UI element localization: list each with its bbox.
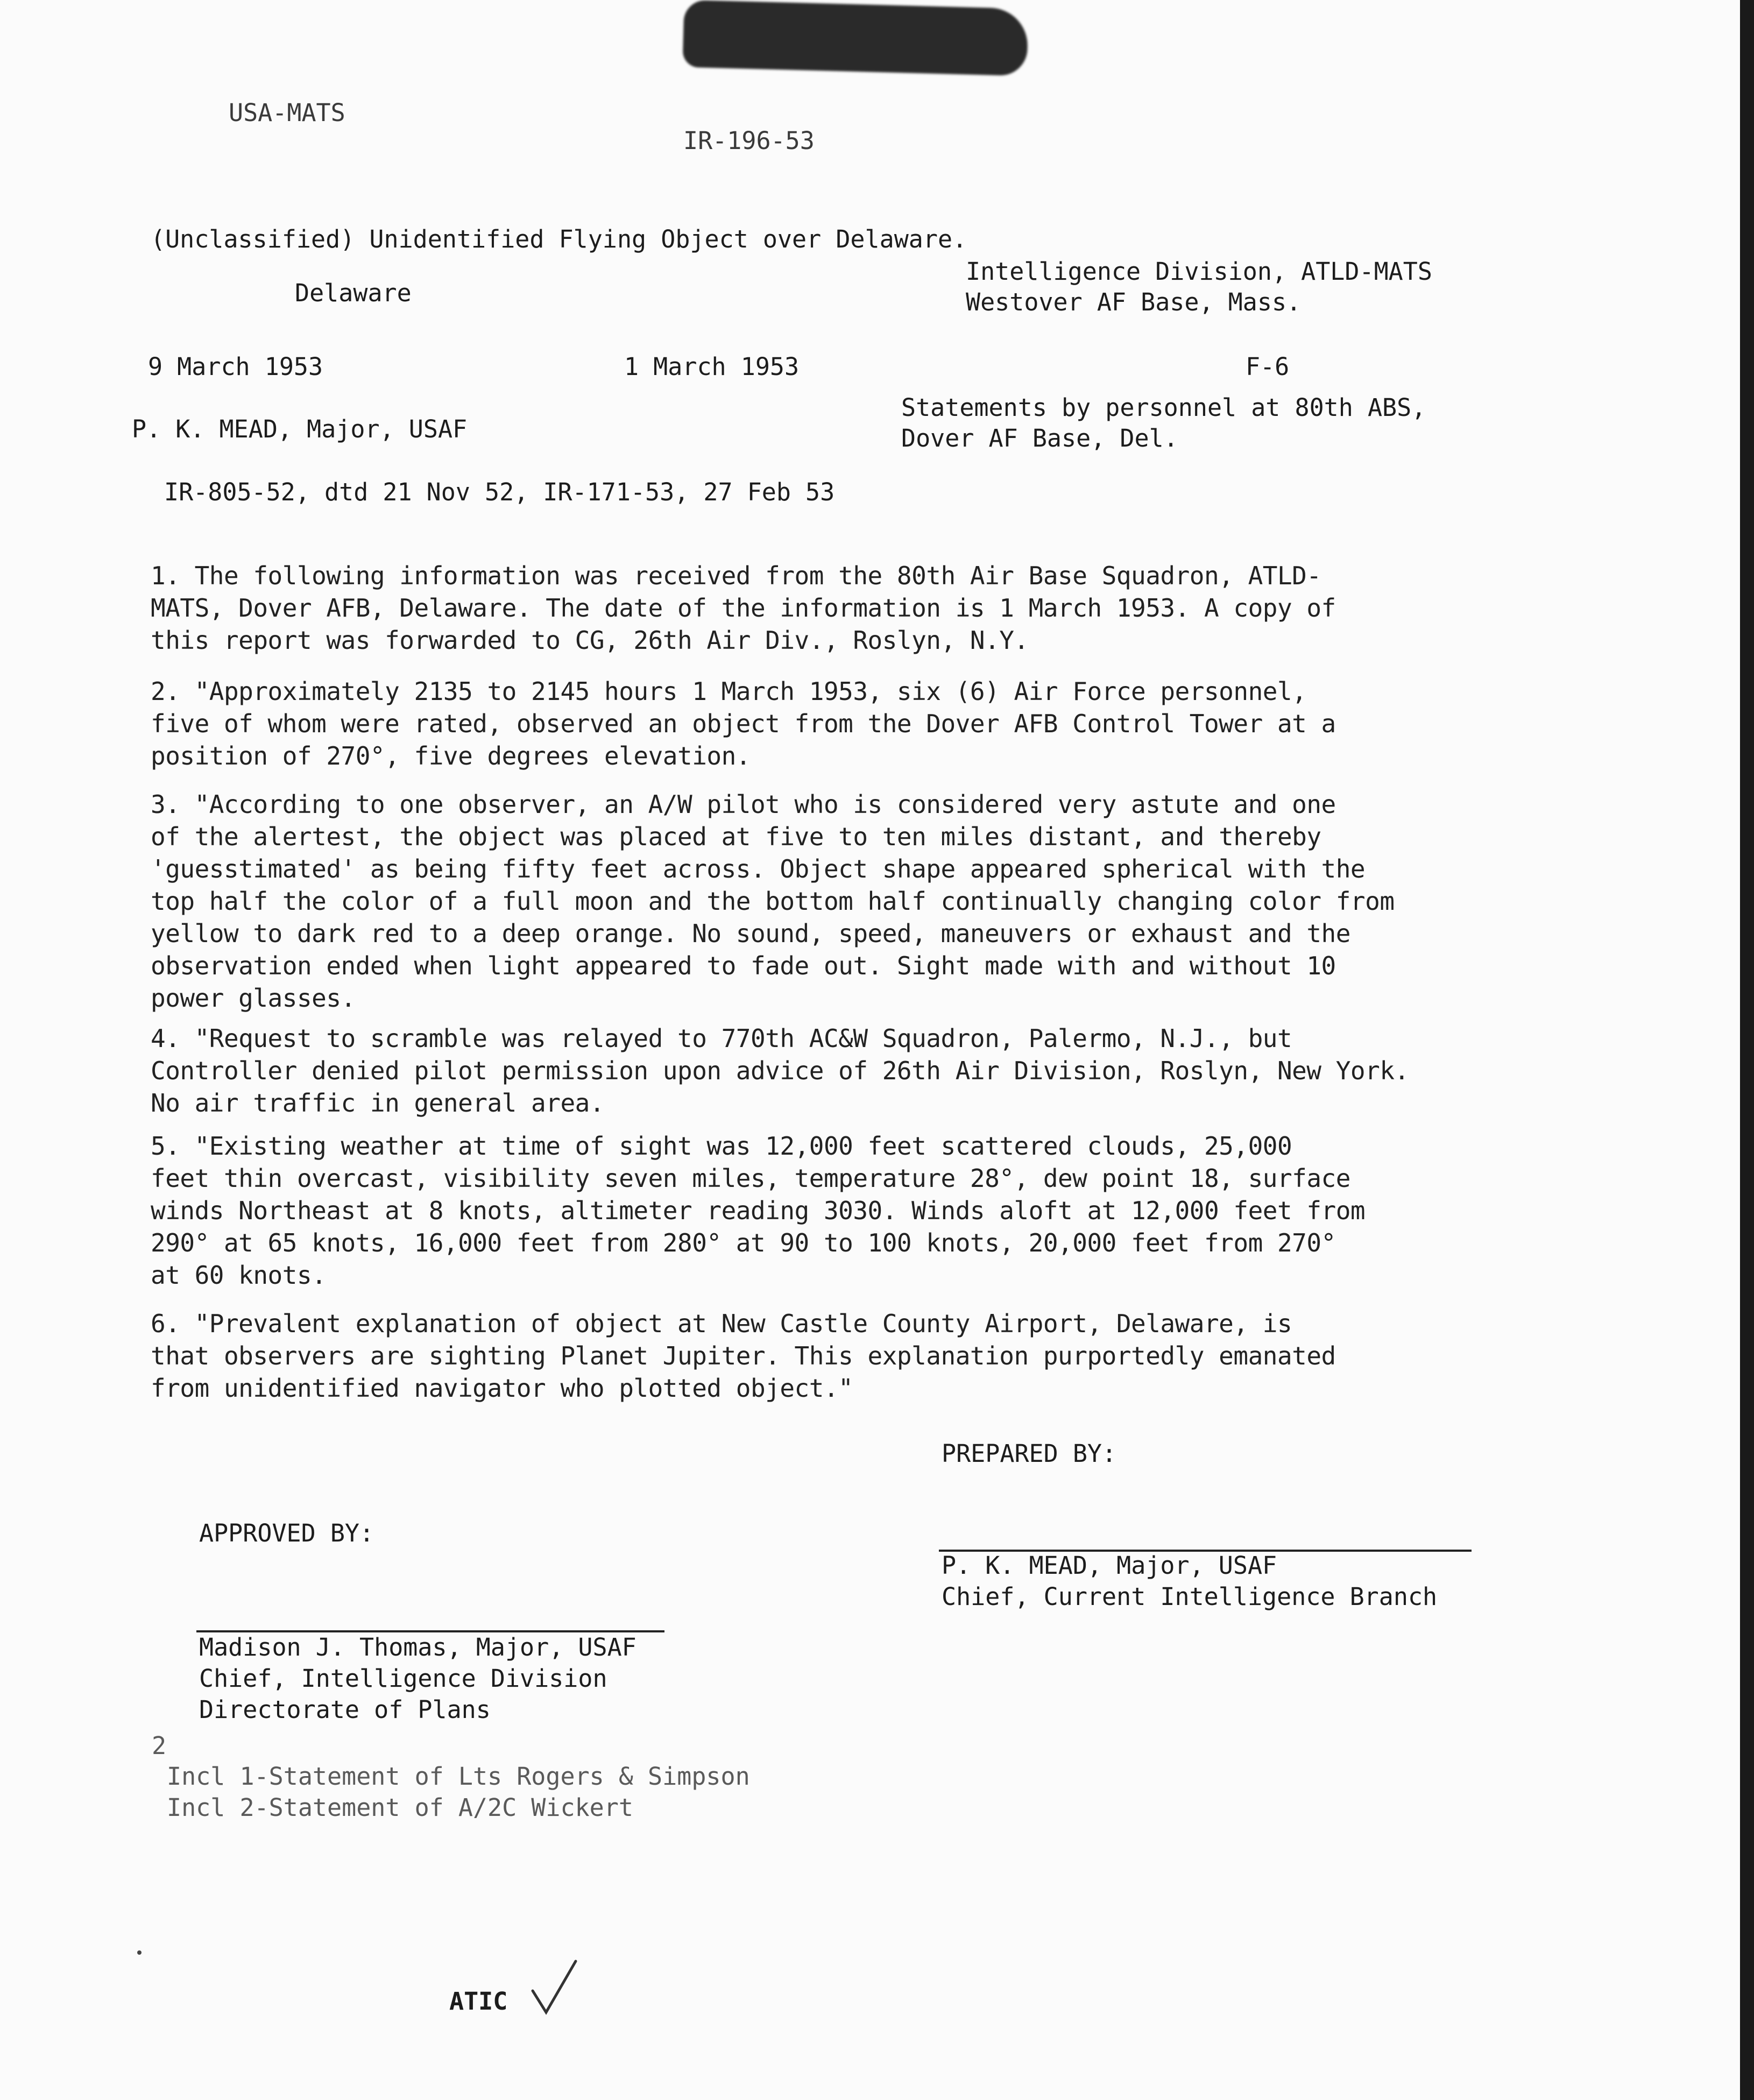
from-line-1: Intelligence Division, ATLD-MATS	[966, 257, 1432, 286]
approved-title-2: Directorate of Plans	[199, 1695, 491, 1724]
prepared-by-header: P. K. MEAD, Major, USAF	[132, 415, 468, 443]
source-line-1: Statements by personnel at 80th ABS,	[901, 393, 1426, 422]
paragraph-1: 1. The following information was received from the 80th Air Base Squadron, ATLD- MATS, Dover AFB, Delaware. The date of the information is 1 March 1953. A copy of this report was forwarded to CG, 26th Air Div., Roslyn, N.Y.	[151, 561, 1336, 655]
distribution: ATIC	[449, 1987, 508, 2016]
approved-title-1: Chief, Intelligence Division	[199, 1664, 607, 1693]
prepared-name: P. K. MEAD, Major, USAF	[942, 1551, 1277, 1580]
approved-name: Madison J. Thomas, Major, USAF	[199, 1633, 636, 1661]
from-line-2: Westover AF Base, Mass.	[966, 288, 1302, 316]
references: IR-805-52, dtd 21 Nov 52, IR-171-53, 27 Feb 53	[164, 478, 835, 506]
subject: (Unclassified) Unidentified Flying Object over Delaware.	[151, 225, 967, 253]
prepared-title: Chief, Current Intelligence Branch	[942, 1582, 1438, 1611]
paragraph-2: 2. "Approximately 2135 to 2145 hours 1 March 1953, six (6) Air Force personnel, five of whom were rated, observed an object from the Dover AFB Control Tower at a position of 270°, five degrees elevation.	[151, 677, 1336, 770]
scan-edge	[1740, 0, 1754, 2100]
paragraph-4: 4. "Request to scramble was relayed to 770th AC&W Squadron, Palermo, N.J., but Controller denied pilot permission upon advice of 26th Air Division, Roslyn, New York. No air traffic in general area.	[151, 1024, 1409, 1118]
paragraph-5: 5. "Existing weather at time of sight was 12,000 feet scattered clouds, 25,000 feet thin overcast, visibility seven miles, temperature 28°, dew point 18, surface winds Northeast at 8 knots, altimeter reading 3030. Winds aloft at 12,000 feet from 290° at 65 knots, 16,000 feet from 280° at 90 to 100 knots, 20,000 feet from 270° at 60 knots.	[151, 1132, 1366, 1290]
agency: USA-MATS	[229, 98, 345, 127]
paragraph-6: 6. "Prevalent explanation of object at New Castle County Airport, Delaware, is that observers are sighting Planet Jupiter. This explanation purportedly emanated from unidentified navigator who plotted object."	[151, 1309, 1336, 1403]
report-date: 9 March 1953	[148, 352, 323, 381]
checkmark-icon	[530, 1958, 578, 2018]
info-date: 1 March 1953	[624, 352, 800, 381]
redaction-mark	[682, 0, 1028, 76]
area: Delaware	[295, 279, 412, 307]
prepared-by-label: PREPARED BY:	[942, 1439, 1117, 1468]
source-line-2: Dover AF Base, Del.	[901, 424, 1178, 452]
enclosure-1: Incl 1-Statement of Lts Rogers & Simpson	[167, 1762, 750, 1791]
enclosure-count: 2	[152, 1731, 167, 1760]
approved-by-label: APPROVED BY:	[199, 1519, 374, 1547]
speck	[137, 1950, 142, 1955]
paragraph-3: 3. "According to one observer, an A/W pilot who is considered very astute and one of the alertest, the object was placed at five to ten miles distant, and thereby 'guesstimated' as being fifty feet across. Object shape appeared spherical with the top half the color of a full moon and the bottom half continually changing color from yellow to dark red to a deep orange. No sound, speed, maneuvers or exhaust and the observation ended when light appeared to fade out. Sight made with and without 10 power glasses.	[151, 790, 1395, 1013]
report-number: IR-196-53	[683, 126, 815, 155]
enclosure-2: Incl 2-Statement of A/2C Wickert	[167, 1793, 633, 1822]
evaluation: F-6	[1246, 352, 1290, 381]
